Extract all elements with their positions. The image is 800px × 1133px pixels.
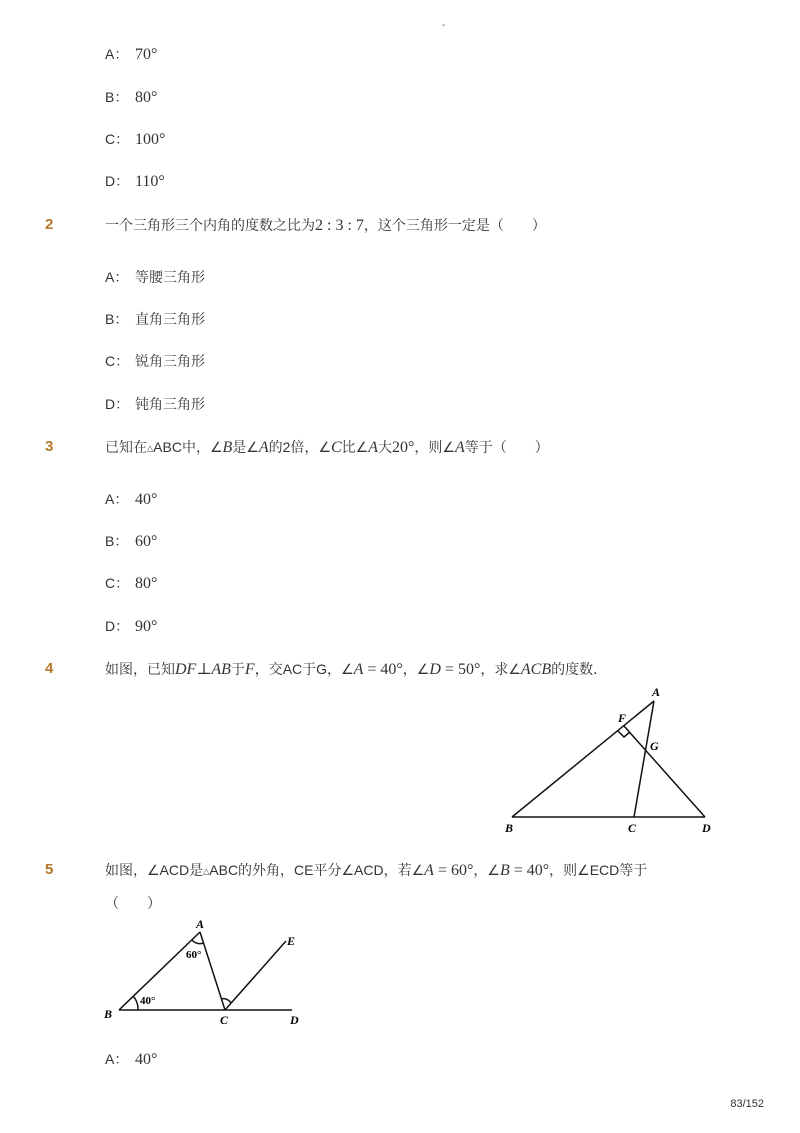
question-text: 如图，∠ACD是△ABC的外角，CE平分∠ACD，若∠A = 60°，∠B = 40°，则∠ECD等于 <box>105 862 648 879</box>
question-number: 2 <box>45 216 54 233</box>
q1-option-d[interactable]: D： 110° <box>105 173 165 190</box>
label-g: G <box>650 739 659 753</box>
triangle-icon: △ <box>147 443 154 453</box>
q2-option-c[interactable]: C： 锐角三角形 <box>105 353 205 369</box>
label-a: A <box>652 685 661 699</box>
label-angle-b: 40° <box>140 995 156 1007</box>
line-ba <box>119 932 200 1010</box>
question-text: 如图，已知DF⊥AB于F，交AC于G，∠A = 40°，∠D = 50°，求∠ACB的度数． <box>105 661 608 678</box>
right-angle-mark <box>618 731 630 737</box>
label-c: C <box>628 821 637 835</box>
line-ce <box>225 941 286 1010</box>
q2-option-d[interactable]: D： 钝角三角形 <box>105 396 205 412</box>
label-e: E <box>287 934 296 948</box>
q4-figure <box>500 680 730 840</box>
label-f: F <box>618 711 627 725</box>
question-number: 5 <box>45 861 54 878</box>
label-d: D <box>702 821 711 835</box>
line-ac <box>634 701 654 817</box>
label-d: D <box>290 1013 299 1027</box>
q3-option-a[interactable]: A： 40° <box>105 491 158 508</box>
label-b: B <box>104 1007 113 1021</box>
question-text: 已知在△ABC中，∠B是∠A的2倍，∠C比∠A大20°，则∠A等于（ ） <box>105 439 549 456</box>
question-number: 4 <box>45 660 54 677</box>
q3-option-d[interactable]: D： 90° <box>105 618 158 635</box>
header-mark: - <box>442 20 446 31</box>
q1-option-c[interactable]: C： 100° <box>105 131 166 148</box>
label-c: C <box>220 1013 229 1027</box>
label-angle-a: 60° <box>186 949 202 961</box>
q3-option-c[interactable]: C： 80° <box>105 575 158 592</box>
q5-option-a[interactable]: A： 40° <box>105 1051 158 1068</box>
q5-figure <box>100 912 320 1032</box>
angle-b-arc <box>133 996 138 1010</box>
page-number: 83/152 <box>730 1098 764 1110</box>
question-number: 3 <box>45 438 54 455</box>
question-text-line2: （ ） <box>105 895 161 911</box>
q1-option-b[interactable]: B： 80° <box>105 89 158 106</box>
q1-option-a[interactable]: A： 70° <box>105 46 158 63</box>
label-a: A <box>196 917 205 931</box>
triangle-icon: △ <box>203 866 210 876</box>
label-b: B <box>505 821 514 835</box>
q2-option-a[interactable]: A： 等腰三角形 <box>105 269 205 285</box>
question-text: 一个三角形三个内角的度数之比为2 : 3 : 7，这个三角形一定是（ ） <box>105 217 546 234</box>
q2-option-b[interactable]: B： 直角三角形 <box>105 311 205 327</box>
q3-option-b[interactable]: B： 60° <box>105 533 158 550</box>
line-ba <box>512 701 654 817</box>
